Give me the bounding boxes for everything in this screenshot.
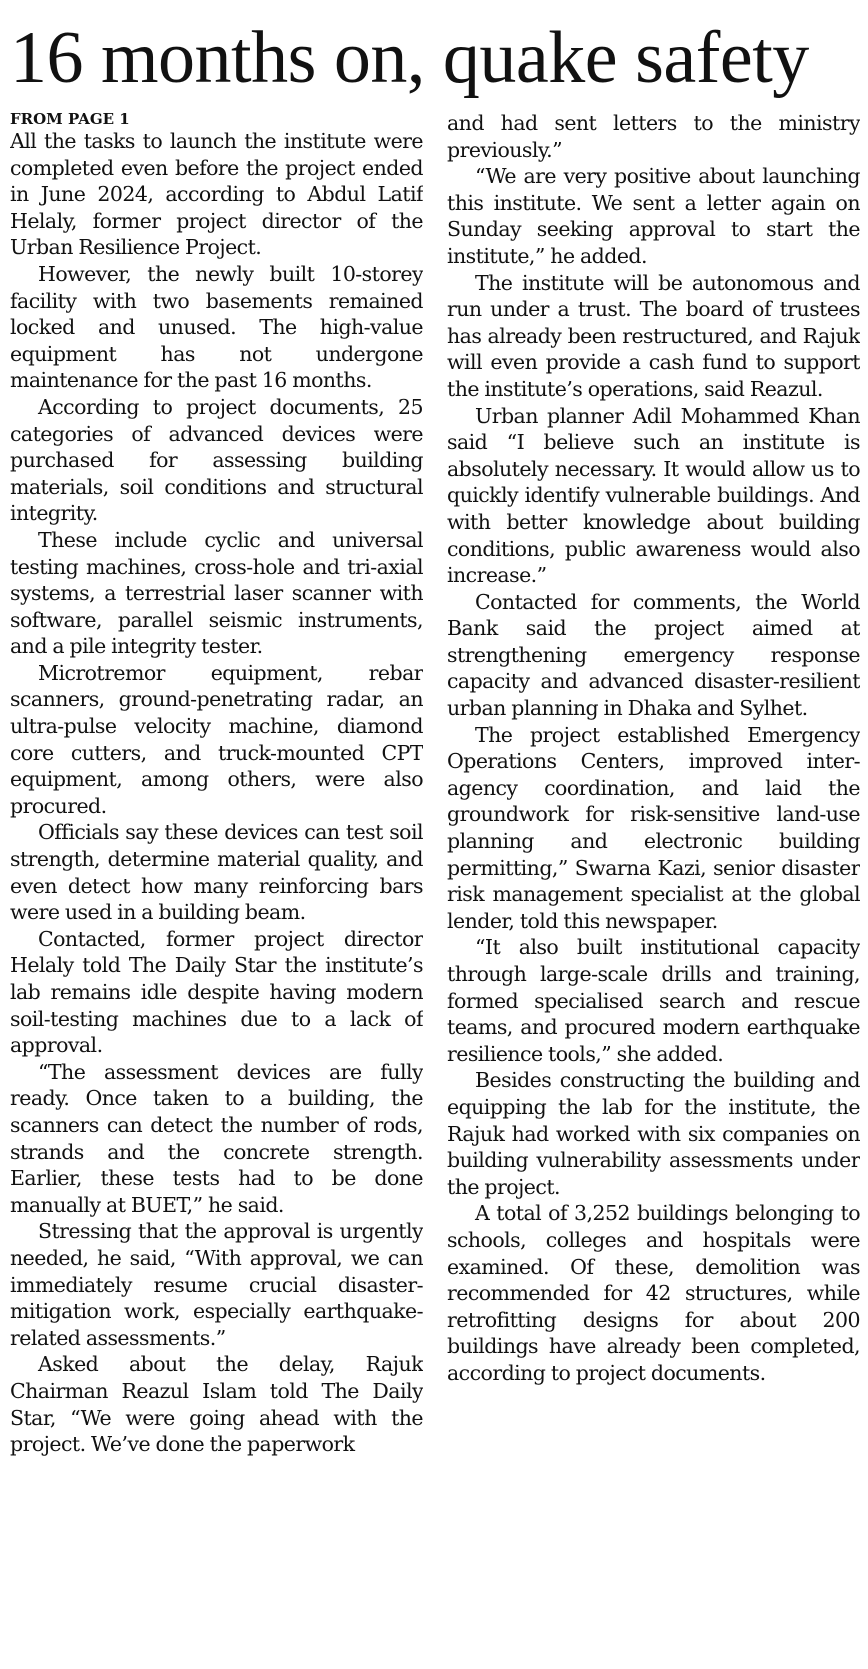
paragraph: The project established Emergency Operations Centers, improved inter-agency coordination, and laid the groundwork for risk-sensitive land-use planning and electronic building permitting,” Swarna Kazi, senior disaster risk management specialist at the global lender, told this newspaper.: [447, 722, 860, 933]
paragraph: Contacted, former project director Helaly told The Daily Star the institute’s lab remains idle despite having modern soil-testing machines due to a lack of approval.: [10, 926, 423, 1058]
paragraph: Microtremor equipment, rebar scanners, ground-penetrating radar, an ultra-pulse velocity machine, diamond core cutters, and truck-mounted CPT equipment, among others, were also procured.: [10, 660, 423, 818]
left-column: [10, 110, 423, 1665]
paragraph: All the tasks to launch the institute were completed even before the project ended in June 2024, according to Abdul Latif Helaly, former project director of the Urban Resilience Project.: [10, 129, 423, 260]
paragraph: These include cyclic and universal testing machines, cross-hole and tri-axial systems, a terrestrial laser scanner with software, parallel seismic instruments, and a pile integrity tester.: [10, 527, 423, 659]
paragraph: However, the newly built 10-storey facility with two basements remained locked and unused. The high-value equipment has not undergone maintenance for the past 16 months.: [10, 261, 423, 393]
paragraph: Besides constructing the building and equipping the lab for the institute, the Rajuk had worked with six companies on building vulnerability assessments under the project.: [447, 1068, 860, 1199]
paragraph: Asked about the delay, Rajuk Chairman Reazul Islam told The Daily Star, “We were going ahead with the project. We’ve done the paperwork: [10, 1352, 423, 1457]
paragraph: “It also built institutional capacity through large-scale drills and training, formed specialised search and rescue teams, and procured modern earthquake resilience tools,” she added.: [447, 935, 860, 1066]
paragraph: According to project documents, 25 categories of advanced devices were purchased for assessing building materials, soil conditions and structural integrity.: [10, 394, 423, 526]
right-column: [447, 110, 860, 1665]
paragraph: “The assessment devices are fully ready. Once taken to a building, the scanners can detect the number of rods, strands and the concrete strength. Earlier, these tests had to be done manually at BUET,” he said.: [10, 1059, 423, 1217]
paragraph: A total of 3,252 buildings belonging to schools, colleges and hospitals were examined. Of these, demolition was recommended for 42 structures, while retrofitting designs for about 200 buildings have already been completed, according to project documents.: [447, 1201, 860, 1385]
article-body: [10, 110, 860, 1665]
paragraph-continued: and had sent letters to the ministry previously.”: [447, 111, 860, 162]
paragraph: “We are very positive about launching this institute. We sent a letter again on Sunday seeking approval to start the institute,” he added.: [447, 164, 860, 268]
paragraph: The institute will be autonomous and run under a trust. The board of trustees has already been restructured, and Rajuk will even provide a cash fund to support the institute’s operations, said Reazul.: [447, 270, 860, 401]
paragraph: Officials say these devices can test soil strength, determine material quality, and even detect how many reinforcing bars were used in a building beam.: [10, 820, 423, 925]
headline: 16 months on, quake safety: [10, 17, 809, 99]
paragraph: Urban planner Adil Mohammed Khan said “I believe such an institute is absolutely necessary. It would allow us to quickly identify vulnerable buildings. And with better knowledge about building conditions, public awareness would also increase.”: [447, 403, 860, 588]
paragraph: Contacted for comments, the World Bank said the project aimed at strengthening emergency response capacity and advanced disaster-resilient urban planning in Dhaka and Sylhet.: [447, 589, 860, 721]
paragraph: Stressing that the approval is urgently needed, he said, “With approval, we can immediately resume crucial disaster-mitigation work, especially earthquake-related assessments.”: [10, 1219, 423, 1350]
jump-line: FROM PAGE 1: [10, 110, 130, 128]
